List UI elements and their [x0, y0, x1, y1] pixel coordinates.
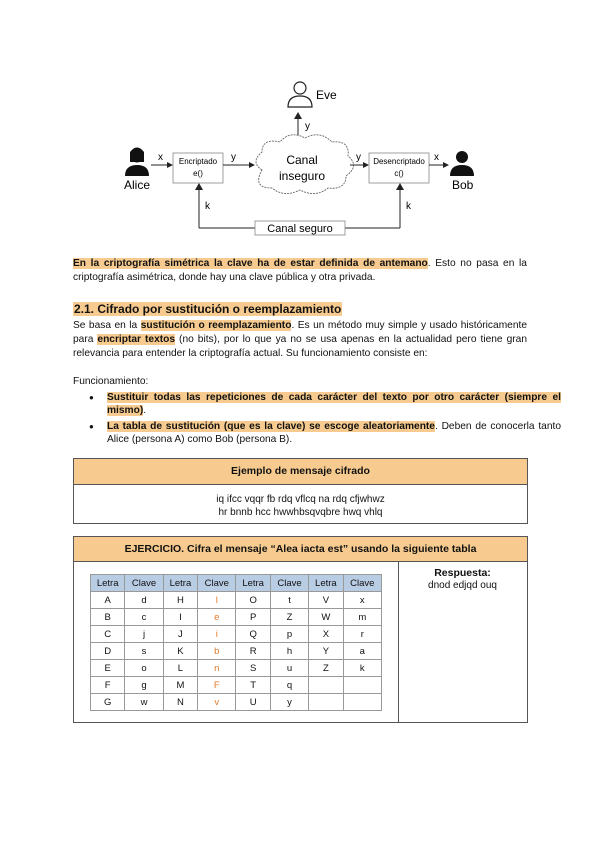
table-row [91, 694, 382, 711]
table-cell: k [343, 660, 381, 677]
cipher-line-2: hr bnnb hcc hwwhbsqvqbre hwq vhlq [218, 507, 383, 518]
table-header-cell: Letra [309, 575, 343, 592]
table-header-cell: Letra [163, 575, 197, 592]
table-row [91, 609, 382, 626]
svg-text:k: k [406, 201, 411, 212]
svg-text:inseguro: inseguro [278, 169, 326, 183]
table-row [91, 677, 382, 694]
table-cell: K [163, 643, 197, 660]
table-cell: S [236, 660, 270, 677]
list-item: ● Sustituir todas las repeticiones de cada carácter del texto por otro carácter (siempre el mismo). [107, 391, 561, 417]
table-cell: C [91, 626, 125, 643]
table-cell: g [125, 677, 163, 694]
table-cell: L [163, 660, 197, 677]
table-row [91, 660, 382, 677]
table-cell: n [198, 660, 236, 677]
bob-person-icon [450, 151, 474, 176]
eve-person-icon [288, 82, 312, 107]
example-box [73, 458, 528, 524]
table-cell [309, 677, 343, 694]
table-cell: B [91, 609, 125, 626]
table-header-cell: Clave [270, 575, 308, 592]
table-cell: c [125, 609, 163, 626]
table-header-cell: Letra [91, 575, 125, 592]
answer-text: dnod edjqd ouq [428, 580, 497, 591]
table-cell: v [198, 694, 236, 711]
table-row [91, 626, 382, 643]
table-cell: F [91, 677, 125, 694]
exercise-box [73, 536, 528, 723]
table-cell: Q [236, 626, 270, 643]
table-cell: e [198, 609, 236, 626]
funcionamiento-label: Funcionamiento: [73, 376, 149, 387]
table-cell: u [270, 660, 308, 677]
table-cell: t [270, 592, 308, 609]
exercise-title: EJERCICIO. Cifra el mensaje “Alea iacta est” usando la siguiente tabla [74, 537, 527, 562]
alice-person-icon [125, 148, 149, 177]
table-cell: F [198, 677, 236, 694]
steps-list [73, 391, 561, 449]
table-cell: o [125, 660, 163, 677]
table-cell: A [91, 592, 125, 609]
list-item: ● La tabla de sustitución (que es la clave) se escoge aleatoriamente. Deben de conocerla tanto Alice (persona A) como Bob (persona B). [107, 420, 561, 446]
cipher-line-1: iq ifcc vqqr fb rdq vflcq na rdq cfjwhwz [216, 494, 385, 505]
alice-label: Alice [124, 178, 151, 192]
section-title: 2.1. Cifrado por sustitución o reemplazamiento [74, 302, 342, 316]
table-cell: H [163, 592, 197, 609]
intro-paragraph: En la criptografía simétrica la clave ha de estar definida de antemano. Esto no pasa en la criptografía asimétrica, donde hay una clave pública y otra privada. [73, 258, 527, 283]
svg-text:Desencriptado: Desencriptado [373, 157, 425, 166]
table-cell: s [125, 643, 163, 660]
table-header-cell: Clave [198, 575, 236, 592]
table-header-cell: Clave [343, 575, 381, 592]
table-cell: V [309, 592, 343, 609]
answer-cell [398, 561, 527, 591]
encryption-diagram [0, 0, 600, 250]
table-cell: X [309, 626, 343, 643]
svg-text:k: k [205, 201, 210, 212]
table-cell: x [343, 592, 381, 609]
table-cell: r [343, 626, 381, 643]
svg-text:y: y [231, 152, 236, 163]
table-cell: U [236, 694, 270, 711]
svg-text:e(): e() [193, 169, 203, 178]
table-header-cell: Clave [125, 575, 163, 592]
table-cell: T [236, 677, 270, 694]
table-cell [309, 694, 343, 711]
table-cell: Z [270, 609, 308, 626]
svg-text:c(): c() [394, 169, 404, 178]
table-cell: G [91, 694, 125, 711]
table-cell: O [236, 592, 270, 609]
svg-text:x: x [434, 152, 439, 163]
table-cell: P [236, 609, 270, 626]
table-cell: d [125, 592, 163, 609]
svg-text:Encriptado: Encriptado [178, 157, 218, 166]
svg-text:Canal seguro: Canal seguro [267, 223, 333, 235]
table-cell [343, 694, 381, 711]
table-cell: M [163, 677, 197, 694]
table-cell: Y [309, 643, 343, 660]
table-cell [74, 561, 399, 722]
eve-label: Eve [316, 88, 337, 102]
table-cell: E [91, 660, 125, 677]
table-cell [343, 677, 381, 694]
svg-text:Canal: Canal [286, 153, 318, 167]
table-cell: p [270, 626, 308, 643]
table-cell: j [125, 626, 163, 643]
svg-text:y: y [356, 152, 361, 163]
table-cell: y [270, 694, 308, 711]
table-row [91, 643, 382, 660]
table-cell: q [270, 677, 308, 694]
table-cell: D [91, 643, 125, 660]
svg-text:x: x [158, 152, 163, 163]
table-header-cell: Letra [236, 575, 270, 592]
answer-label: Respuesta: [434, 567, 491, 579]
table-cell: b [198, 643, 236, 660]
table-cell: a [343, 643, 381, 660]
bob-label: Bob [452, 178, 474, 192]
table-cell: N [163, 694, 197, 711]
eve-y-label: y [305, 121, 310, 132]
table-cell: I [163, 609, 197, 626]
table-cell: l [198, 592, 236, 609]
substitution-table [90, 574, 382, 711]
table-cell: R [236, 643, 270, 660]
section-paragraph: Se basa en la sustitución o reemplazamiento. Es un método muy simple y usado históricamente para encriptar textos (no bits), por lo que ya no se usa apenas en la actualidad pero tiene gran relevancia para entender la criptografía actual. Su funcionamiento consiste en: [73, 320, 528, 359]
table-cell: i [198, 626, 236, 643]
table-cell: J [163, 626, 197, 643]
table-cell: W [309, 609, 343, 626]
table-row [91, 592, 382, 609]
table-cell: w [125, 694, 163, 711]
table-cell: m [343, 609, 381, 626]
table-cell: h [270, 643, 308, 660]
table-cell: Z [309, 660, 343, 677]
example-title: Ejemplo de mensaje cifrado [74, 459, 527, 485]
